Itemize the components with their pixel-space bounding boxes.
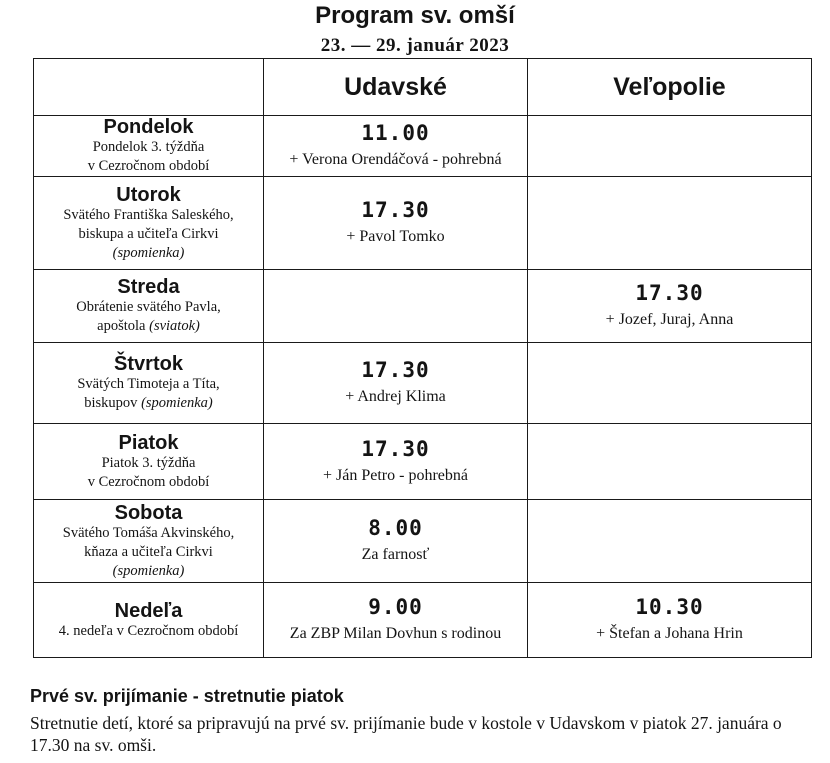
mass-time: 17.30 — [361, 436, 430, 461]
mass-intention: Za ZBP Milan Dovhun s rodinou — [289, 625, 502, 642]
mass-cell-udavske — [264, 424, 528, 500]
liturgical-line: Obrátenie svätého Pavla, — [76, 299, 221, 315]
liturgical-line: v Cezročnom období — [87, 158, 210, 174]
liturgical-day — [34, 524, 263, 581]
liturgical-line: biskupov — [84, 395, 138, 411]
mass-time: 10.30 — [635, 595, 704, 619]
day-cell — [34, 116, 264, 177]
liturgical-line: Pondelok 3. týždňa — [92, 139, 205, 155]
liturgical-line: 4. nedeľa v Cezročnom období — [58, 622, 239, 639]
mass-cell-velopolie — [528, 177, 812, 270]
day-cell — [34, 270, 264, 343]
liturgical-line: Svätých Timoteja a Títa, — [77, 376, 220, 392]
day-cell — [34, 583, 264, 658]
mass-cell-velopolie — [528, 116, 812, 177]
mass-intention: + Štefan a Johana Hrin — [596, 625, 743, 642]
liturgical-day — [34, 206, 263, 263]
liturgical-day — [34, 298, 263, 336]
day-name: Sobota — [114, 501, 183, 524]
liturgical-line: v Cezročnom období — [87, 473, 210, 490]
liturgical-day — [34, 375, 263, 413]
table-row — [34, 343, 812, 424]
mass-time: 17.30 — [361, 198, 430, 222]
header-day-cell — [34, 59, 264, 116]
schedule-rows — [34, 116, 812, 658]
day-name: Štvrtok — [114, 353, 183, 375]
header-velopolie: Veľopolie — [528, 59, 812, 116]
mass-intention: Za farnosť — [361, 546, 430, 563]
table-row — [34, 177, 812, 270]
header-udavske: Udavské — [264, 59, 528, 116]
table-header-row — [34, 59, 812, 116]
mass-time: 8.00 — [368, 516, 423, 540]
mass-time: 11.00 — [361, 121, 430, 145]
mass-intention: + Pavol Tomko — [346, 228, 445, 245]
mass-schedule-table — [33, 58, 812, 658]
liturgical-line: Piatok 3. týždňa — [101, 454, 196, 471]
day-cell — [34, 177, 264, 270]
liturgical-day — [34, 622, 263, 641]
liturgical-line: Svätého Tomáša Akvinského, — [62, 524, 235, 541]
mass-time: 17.30 — [361, 358, 430, 382]
mass-cell-udavske — [264, 116, 528, 177]
liturgical-line: biskupa a učiteľa Cirkvi — [78, 225, 219, 242]
mass-cell-velopolie — [528, 270, 812, 343]
date-range: 23. — 29. január 2023 — [320, 35, 510, 56]
day-name: Pondelok — [103, 116, 194, 138]
liturgical-line: kňaza a učiteľa Cirkvi — [84, 543, 213, 560]
celebration-rank: (sviatok) — [149, 318, 200, 334]
mass-cell-velopolie — [528, 500, 812, 583]
table-row — [34, 500, 812, 583]
day-name: Utorok — [116, 183, 181, 206]
mass-cell-velopolie — [528, 583, 812, 658]
mass-cell-udavske — [264, 500, 528, 583]
mass-intention: + Jozef, Juraj, Anna — [605, 311, 734, 328]
table-row — [34, 424, 812, 500]
mass-cell-velopolie — [528, 343, 812, 424]
mass-intention: + Andrej Klima — [345, 388, 446, 405]
page-title: Program sv. omší — [315, 2, 515, 29]
day-name: Piatok — [118, 431, 179, 454]
notice-text: Stretnutie detí, ktoré sa pripravujú na prvé sv. prijímanie bude v kostole v Udavskom v piatok 27. januára o 17.30 na sv. omši. — [30, 713, 782, 755]
mass-time: 17.30 — [635, 281, 704, 305]
mass-cell-udavske — [264, 343, 528, 424]
mass-cell-velopolie — [528, 424, 812, 500]
day-name: Streda — [117, 276, 180, 298]
mass-cell-udavske — [264, 583, 528, 658]
mass-intention: + Ján Petro - pohrebná — [323, 466, 468, 484]
liturgical-line: apoštola — [97, 318, 146, 334]
day-cell — [34, 424, 264, 500]
celebration-rank: (spomienka) — [112, 244, 185, 261]
table-row — [34, 583, 812, 658]
notice-title: Prvé sv. prijímanie - stretnutie piatok — [30, 686, 344, 706]
mass-cell-udavske — [264, 177, 528, 270]
mass-time: 9.00 — [368, 595, 423, 619]
day-name: Nedeľa — [114, 599, 183, 622]
liturgical-day — [34, 138, 263, 176]
celebration-rank: (spomienka) — [112, 562, 185, 579]
liturgical-day — [34, 454, 263, 492]
mass-cell-udavske — [264, 270, 528, 343]
liturgical-line: Svätého Františka Saleského, — [63, 206, 234, 223]
table-row — [34, 116, 812, 177]
celebration-rank: (spomienka) — [141, 395, 213, 411]
table-row — [34, 270, 812, 343]
day-cell — [34, 500, 264, 583]
mass-intention: + Verona Orendáčová - pohrebná — [289, 151, 502, 168]
day-cell — [34, 343, 264, 424]
